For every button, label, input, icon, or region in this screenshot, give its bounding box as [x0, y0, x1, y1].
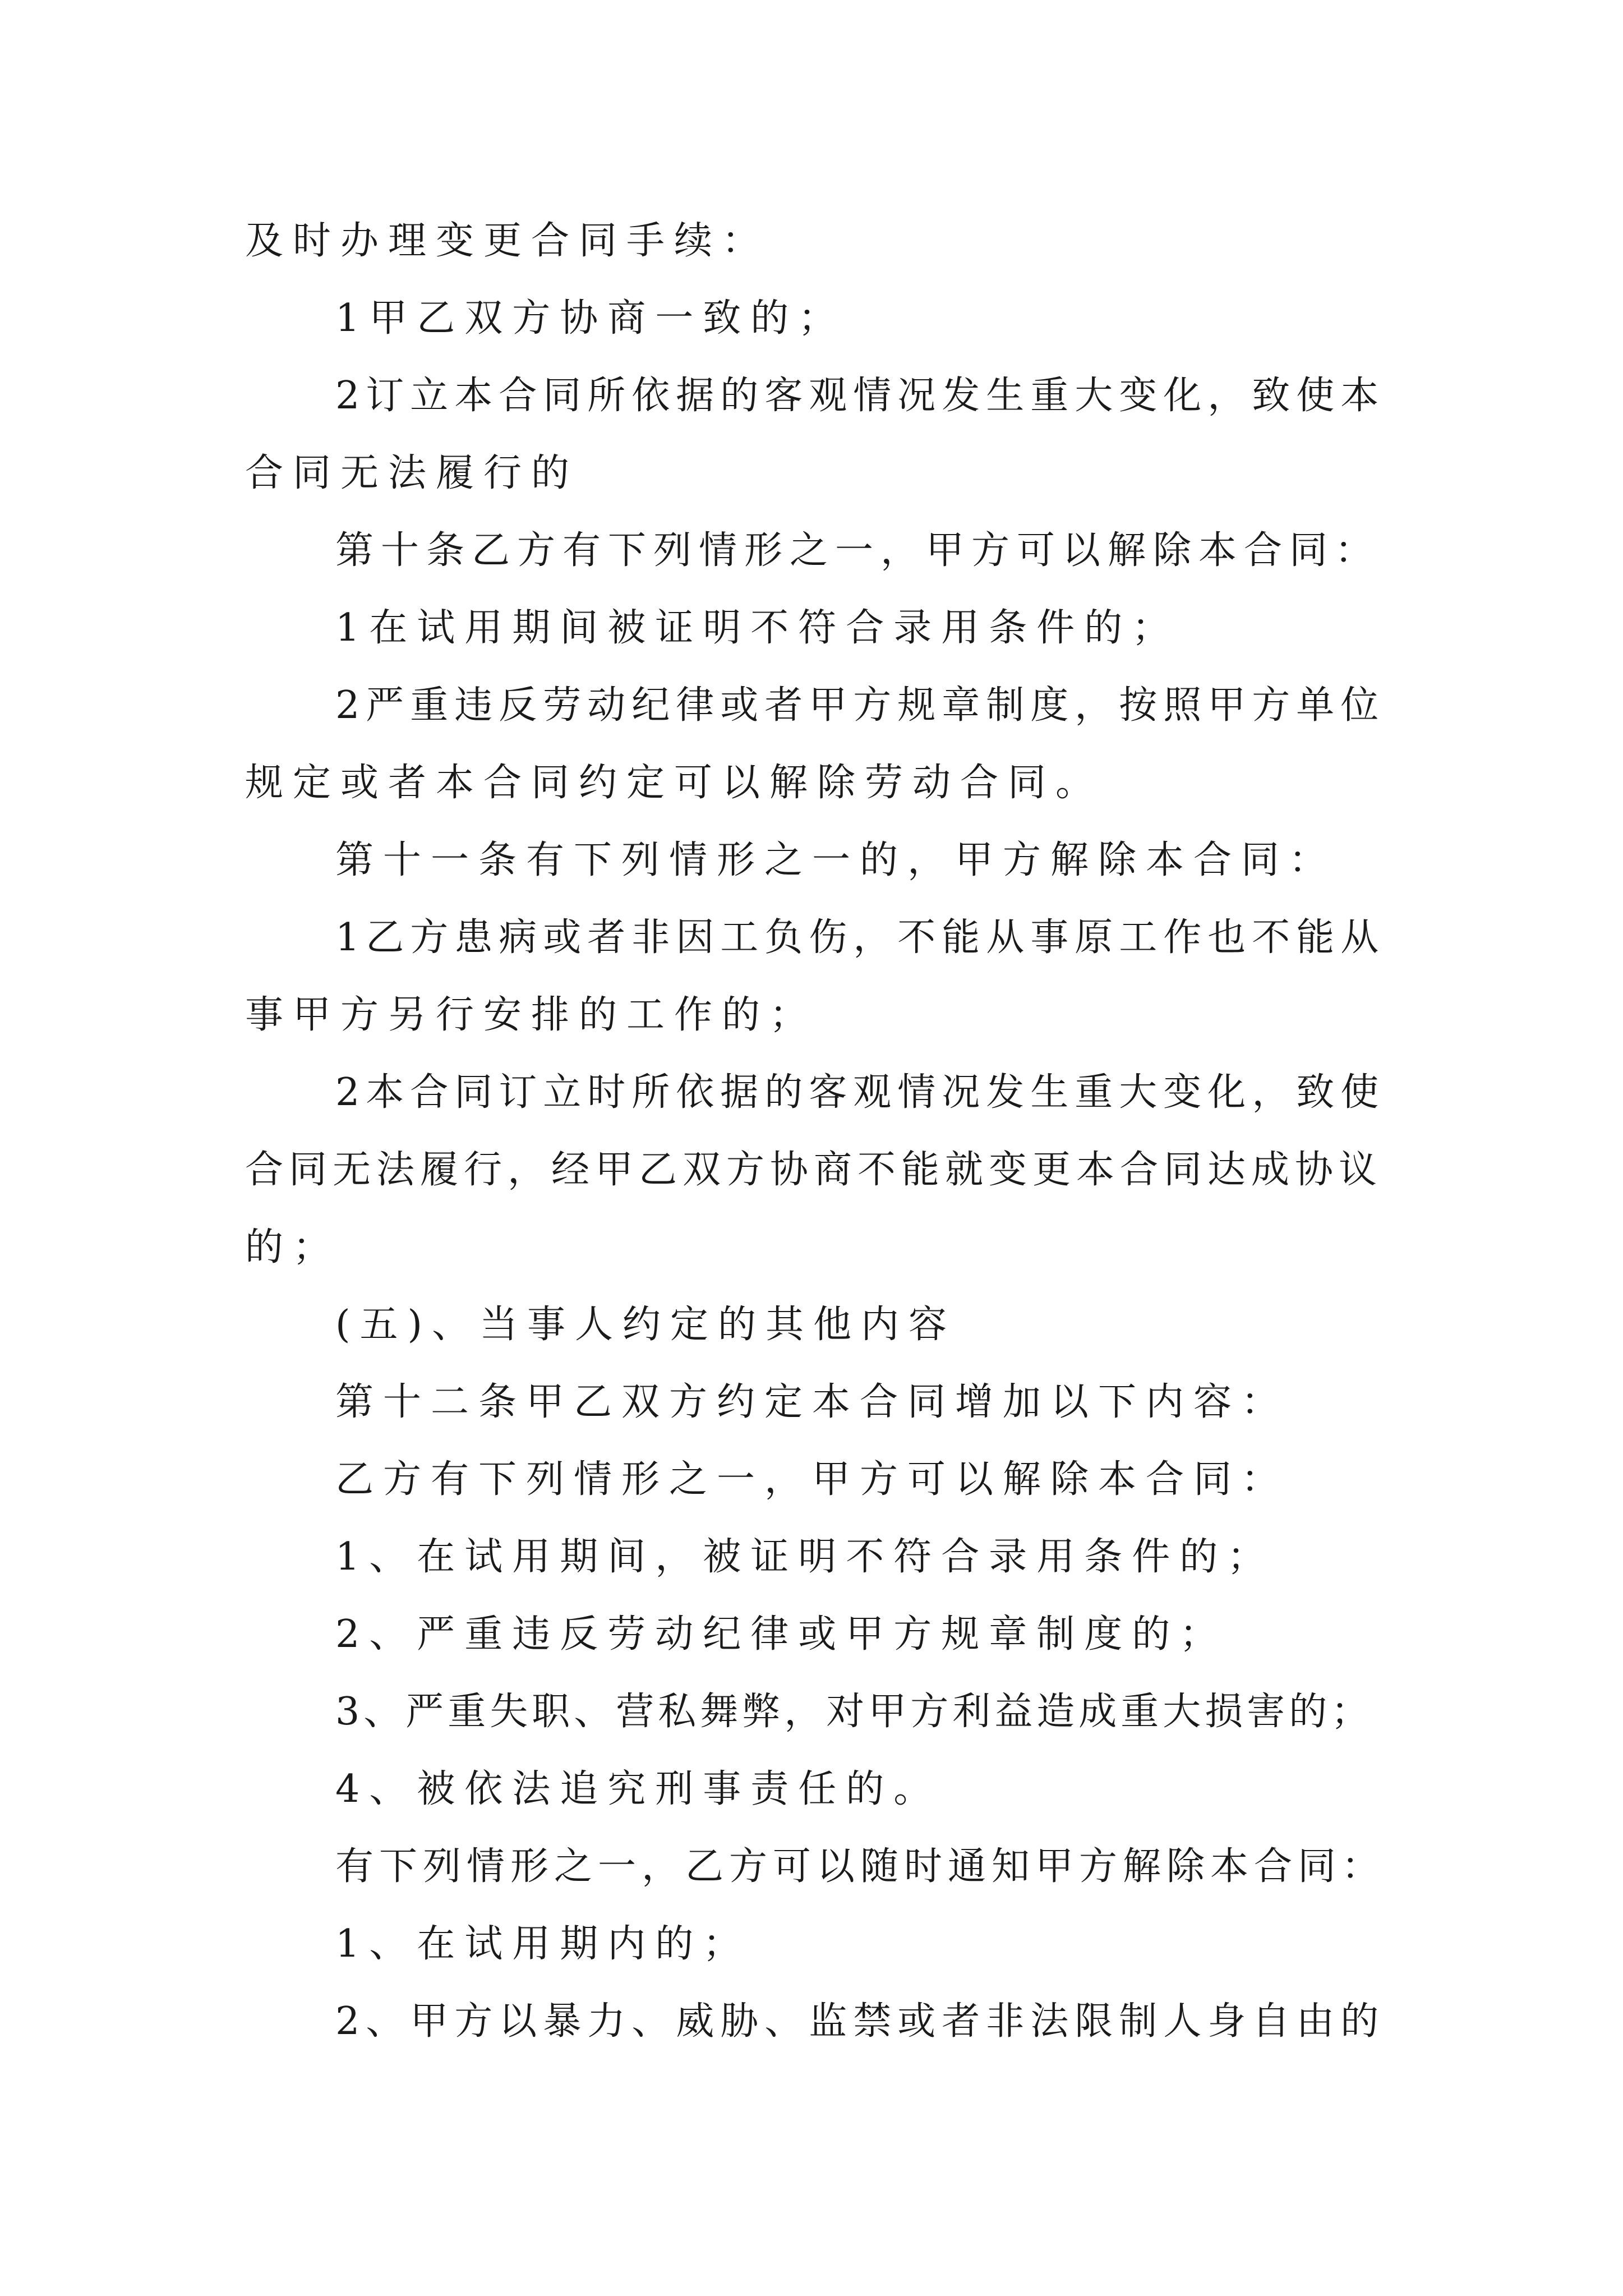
text-line: 1、在试用期间，被证明不符合录用条件的；: [335, 1535, 1275, 1579]
text-line: 2、甲方以暴力、威胁、监禁或者非法限制人身自由的: [335, 1999, 1385, 2044]
text-line: 有下列情形之一，乙方可以随时通知甲方解除本合同：: [335, 1844, 1386, 1889]
text-line: 2订立本合同所依据的客观情况发生重大变化，致使本: [335, 374, 1385, 418]
text-line: 合同无法履行的: [245, 451, 579, 495]
text-line: 1在试用期间被证明不符合录用条件的；: [335, 606, 1180, 650]
text-line: 及时办理变更合同手续：: [245, 219, 770, 263]
text-line: 2本合同订立时所依据的客观情况发生重大变化，致使: [335, 1070, 1385, 1115]
text-line: 2、严重违反劳动纪律或甲方规章制度的；: [335, 1612, 1228, 1657]
text-line: 1甲乙双方协商一致的；: [335, 296, 846, 341]
text-line: 2严重违反劳动纪律或者甲方规章制度，按照甲方单位: [335, 683, 1385, 728]
text-line: 1、在试用期内的；: [335, 1922, 751, 1966]
text-line: 第十条乙方有下列情形之一，甲方可以解除本合同：: [335, 528, 1381, 573]
text-line: 乙方有下列情形之一，甲方可以解除本合同：: [335, 1457, 1289, 1502]
text-line: 事甲方另行安排的工作的；: [245, 993, 818, 1037]
text-line: 第十一条有下列情形之一的，甲方解除本合同：: [335, 838, 1337, 882]
text-line: 第十二条甲乙双方约定本合同增加以下内容：: [335, 1380, 1289, 1424]
text-line: 规定或者本合同约定可以解除劳动合同。: [245, 761, 1104, 805]
text-line: 的；: [245, 1225, 341, 1269]
text-line: 1乙方患病或者非因工负伤，不能从事原工作也不能从: [335, 915, 1385, 960]
text-line: (五)、当事人约定的其他内容: [335, 1303, 957, 1347]
text-line: 3、严重失职、营私舞弊，对甲方利益造成重大损害的；: [335, 1690, 1373, 1734]
text-line: 4、被依法追究刑事责任的。: [335, 1767, 942, 1811]
text-line: 合同无法履行，经甲乙双方协商不能就变更本合同达成协议: [245, 1148, 1383, 1192]
